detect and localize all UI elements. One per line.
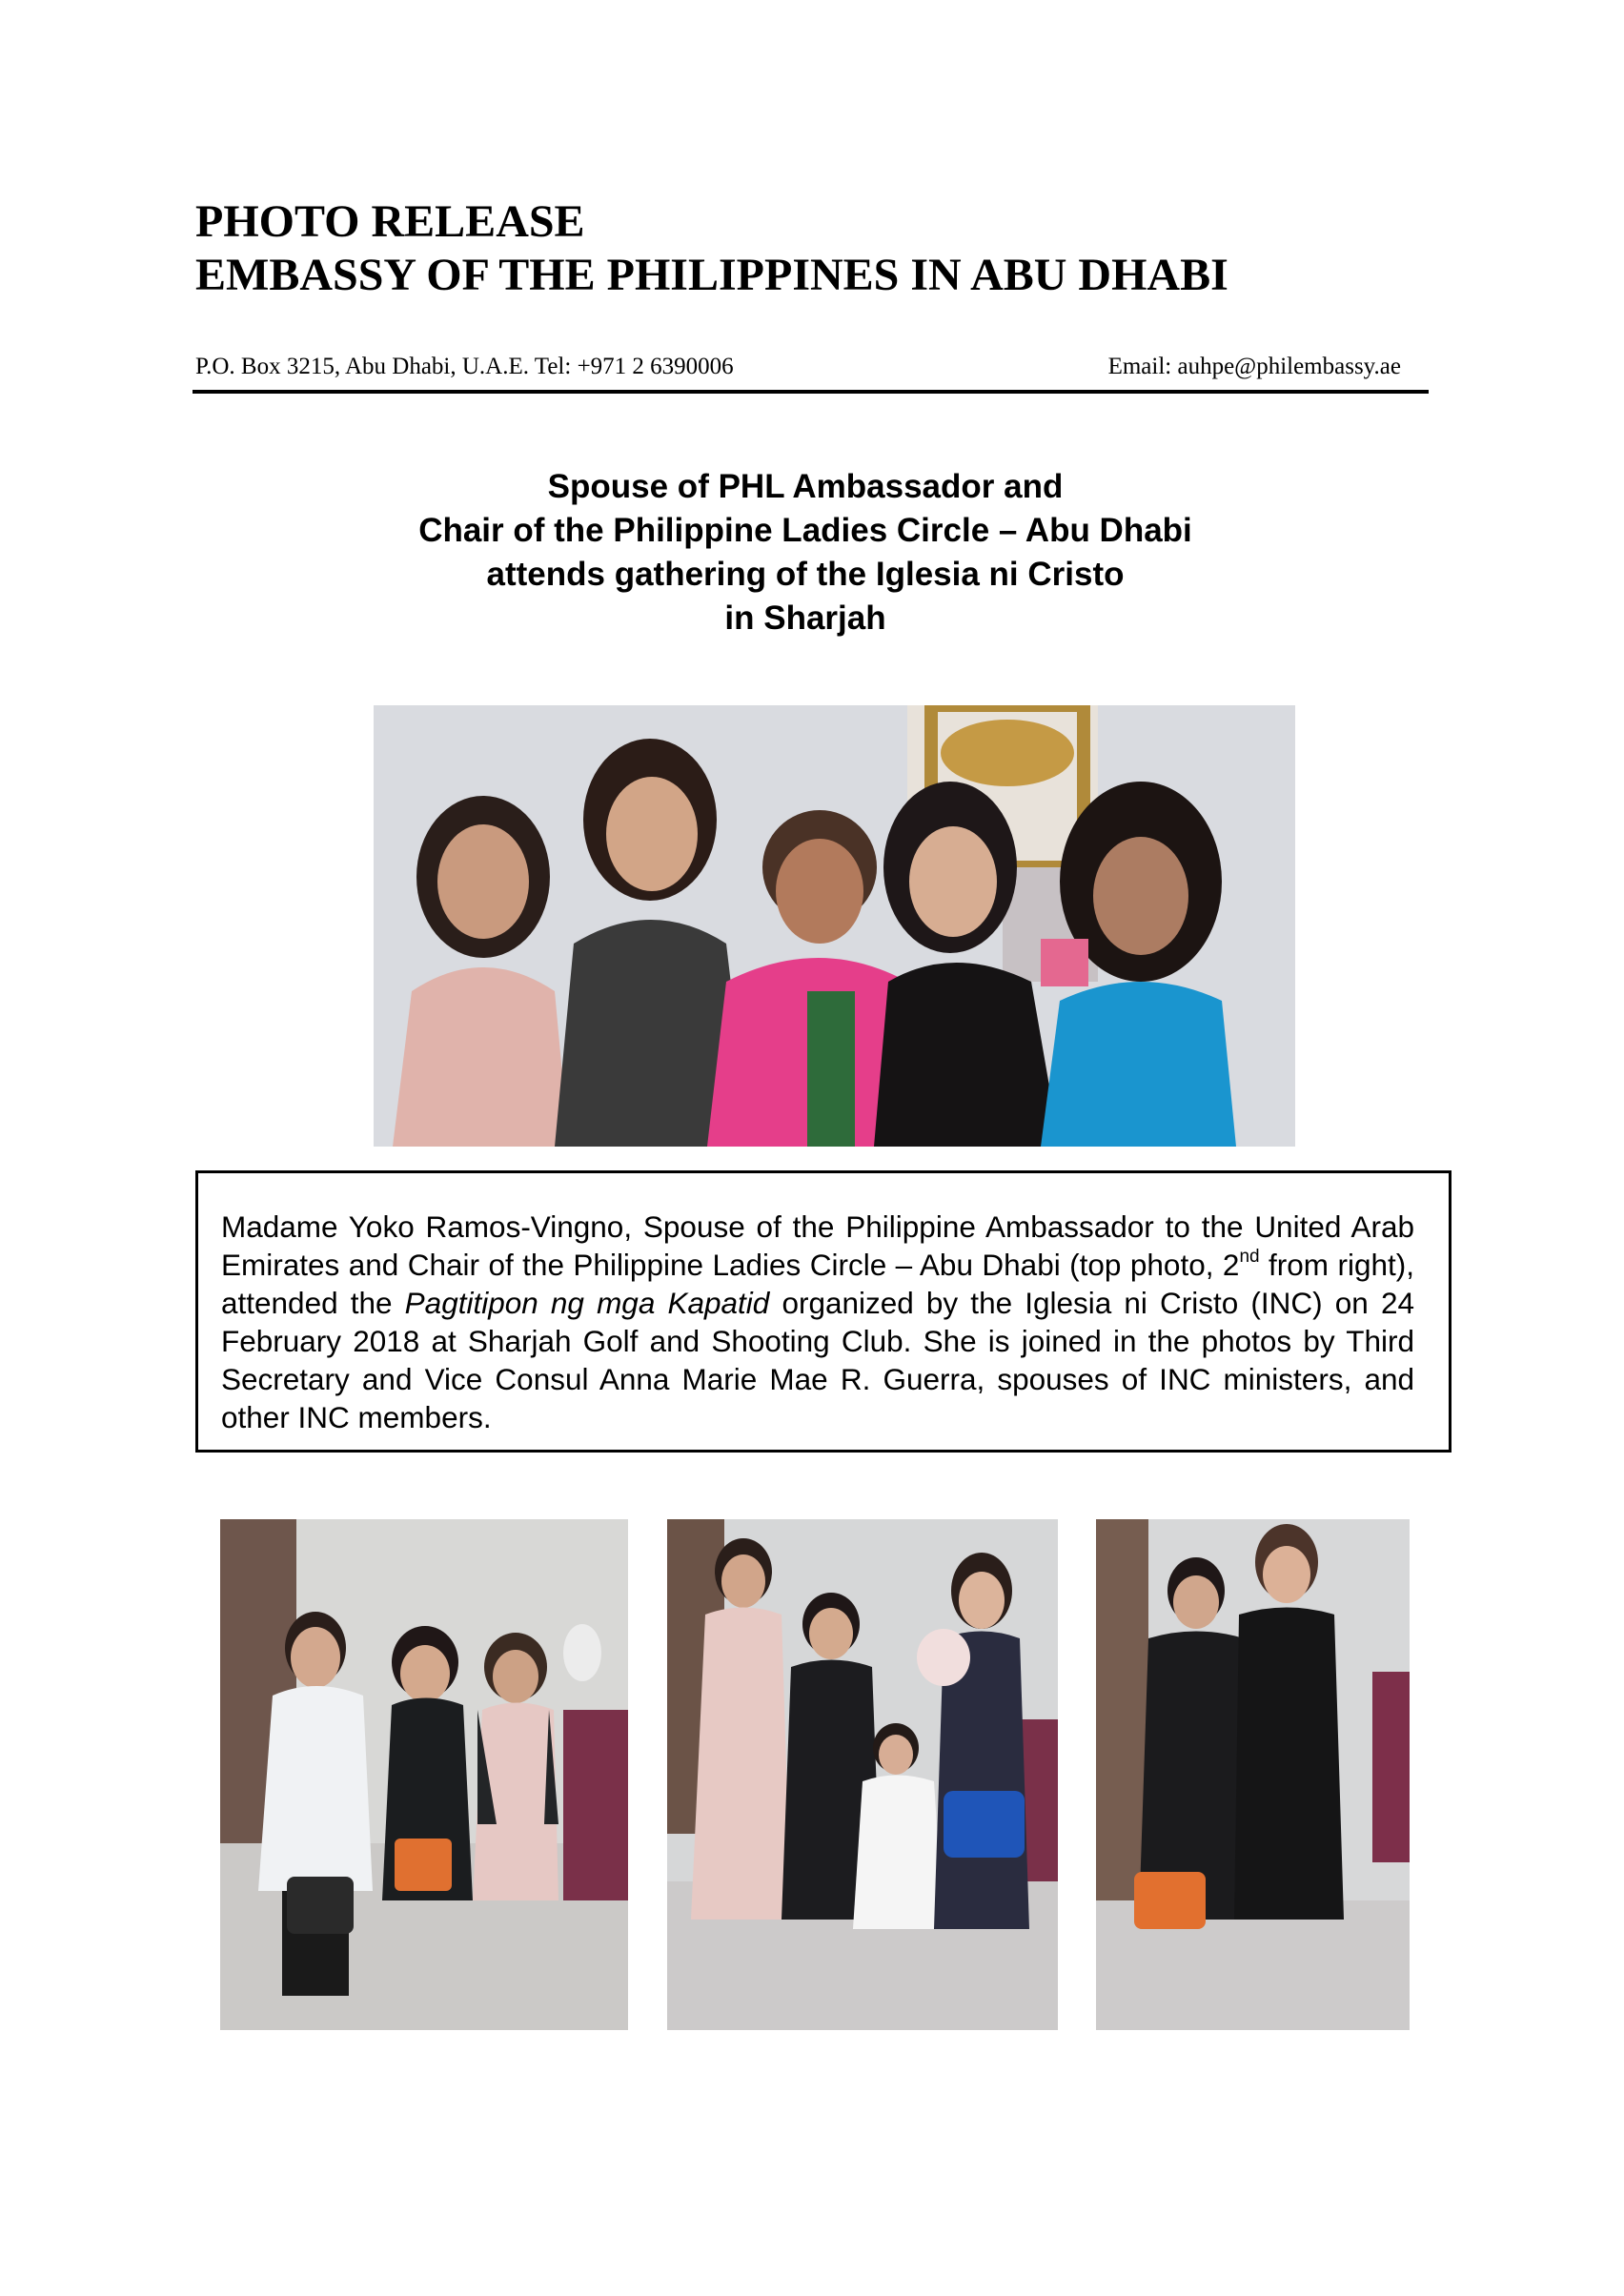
photo-bottom-right bbox=[1096, 1519, 1410, 2030]
headline-line-1: Spouse of PHL Ambassador and bbox=[547, 468, 1064, 505]
caption-box bbox=[195, 1170, 1451, 1453]
caption-text-2: from right), attended the bbox=[221, 1248, 1414, 1320]
headline-line-4: in Sharjah bbox=[724, 599, 886, 637]
photo-bottom-middle bbox=[667, 1519, 1058, 2030]
headline-line-2: Chair of the Philippine Ladies Circle – Abu Dhabi bbox=[418, 512, 1192, 549]
header-line-photo-release: PHOTO RELEASE bbox=[195, 196, 585, 247]
caption-text-1: Madame Yoko Ramos-Vingno, Spouse of the Philippine Ambassador to the United Arab Emirates and Chair of the Philippine Ladies Circle – Abu Dhabi (top photo, 2 bbox=[221, 1209, 1414, 1282]
header-divider bbox=[193, 390, 1429, 394]
group-photo-top bbox=[374, 705, 1295, 1147]
email-text: Email: auhpe@philembassy.ae bbox=[1107, 354, 1401, 379]
headline-line-3: attends gathering of the Iglesia ni Cristo bbox=[486, 556, 1125, 593]
caption-text-3: organized by the Iglesia ni Cristo (INC) on 24 February 2018 at Sharjah Golf and Shooting Club. She is joined in the photos by Third Secretary and Vice Consul Anna Marie Mae R. Guerra, spouses of INC ministers, and other INC members. bbox=[221, 1286, 1414, 1434]
header-line-embassy: EMBASSY OF THE PHILIPPINES IN ABU DHABI bbox=[195, 250, 1228, 300]
caption-superscript: nd bbox=[1239, 1246, 1260, 1267]
caption-event-name: Pagtitipon ng mga Kapatid bbox=[404, 1286, 770, 1320]
photo-bottom-left bbox=[220, 1519, 628, 2030]
address-text: P.O. Box 3215, Abu Dhabi, U.A.E. Tel: +971 2 6390006 bbox=[195, 354, 734, 379]
release-header bbox=[195, 195, 1228, 302]
headline bbox=[267, 465, 1344, 640]
